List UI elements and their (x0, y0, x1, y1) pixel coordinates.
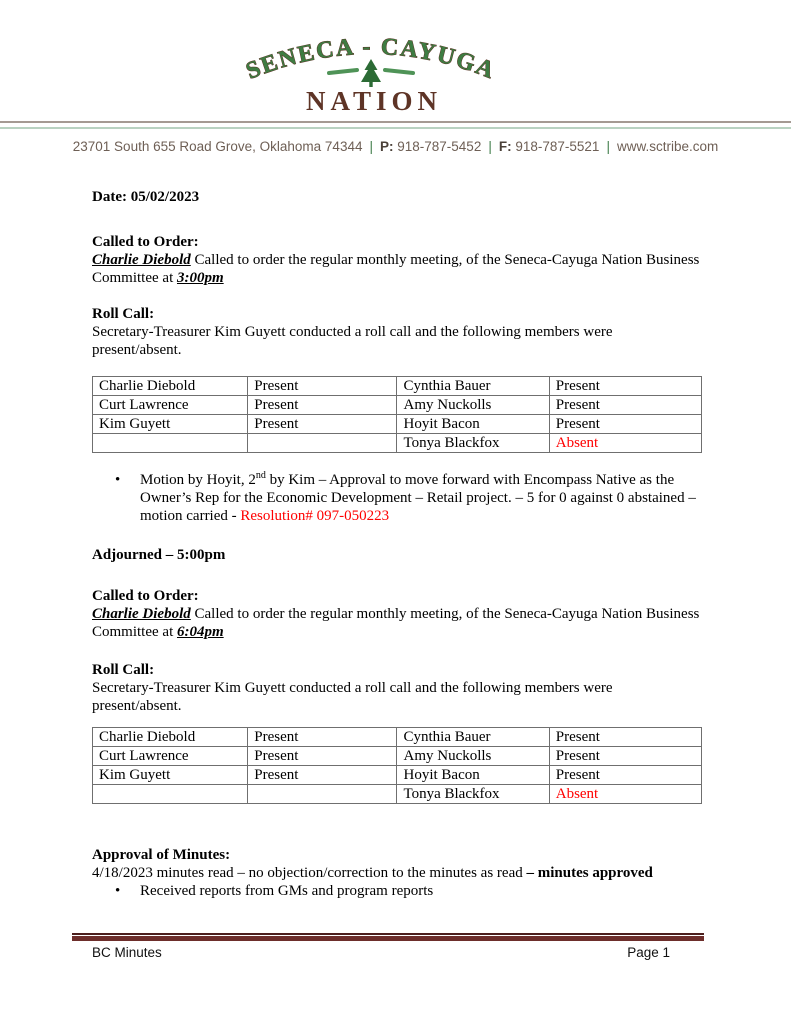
roll-call-table-2 (92, 727, 702, 804)
status-cell: Present (248, 415, 397, 434)
tribe-logo (231, 26, 511, 118)
approval-paragraph (92, 864, 704, 882)
status-cell: Present (248, 377, 397, 396)
separator-pipe: | (488, 139, 492, 154)
table-row (93, 415, 702, 434)
member-name-cell (93, 785, 248, 804)
date-line: Date: 05/02/2023 (92, 189, 200, 205)
roll-call-table-1 (92, 376, 702, 453)
status-cell: Present (549, 396, 701, 415)
motion-text-body: by Kim – Approval to move forward with Encompass Native as the Owner’s Rep for the Economic Development – Retail project. – 5 for 0 against 0 abstained – motion carried - (140, 472, 696, 524)
meeting-time: 3:00pm (176, 270, 224, 286)
logo-nation-text: NATION (305, 86, 443, 116)
table-row (93, 747, 702, 766)
table-row (93, 377, 702, 396)
status-cell: Present (549, 377, 701, 396)
status-cell-absent: Absent (549, 785, 701, 804)
tribe-logo-svg (231, 26, 511, 118)
status-cell: Present (549, 728, 701, 747)
status-cell: Present (248, 728, 397, 747)
called-to-order-paragraph-1 (92, 251, 704, 287)
reports-bullet-item (92, 882, 704, 900)
status-cell: Present (549, 415, 701, 434)
meeting-time: 6:04pm (176, 624, 224, 640)
presider-name: Charlie Diebold (92, 606, 191, 622)
table-row (93, 785, 702, 804)
logo-right-dash-icon (385, 70, 413, 73)
status-cell (248, 785, 397, 804)
member-name-cell: Cynthia Bauer (397, 728, 549, 747)
motion-bullet-item (92, 471, 704, 525)
roll-call-paragraph-2: Secretary-Treasurer Kim Guyett conducted a roll call and the following members were present/absent. (92, 680, 613, 714)
member-name-cell: Amy Nuckolls (397, 747, 549, 766)
contact-line (0, 139, 791, 154)
roll-call-paragraph-1: Secretary-Treasurer Kim Guyett conducted a roll call and the following members were present/absent. (92, 324, 613, 358)
called-body-text: Called to order the regular monthly meeting, of the Seneca-Cayuga Nation Business Committee at (92, 252, 700, 286)
called-body-text: Called to order the regular monthly meeting, of the Seneca-Cayuga Nation Business Committee at (92, 606, 700, 640)
bullet-icon: • (115, 472, 121, 488)
member-name-cell: Kim Guyett (93, 415, 248, 434)
called-to-order-paragraph-2 (92, 605, 704, 641)
pine-tree-icon (361, 59, 381, 87)
table-row (93, 396, 702, 415)
member-name-cell: Hoyit Bacon (397, 766, 549, 785)
phone-number: 918-787-5452 (397, 139, 482, 154)
status-cell (248, 434, 397, 453)
page-footer (72, 933, 704, 960)
resolution-number: Resolution# 097-050223 (240, 508, 390, 524)
called-to-order-heading-2: Called to Order: (92, 588, 199, 604)
member-name-cell: Amy Nuckolls (397, 396, 549, 415)
table-row (93, 766, 702, 785)
motion-text-pre: Motion by Hoyit, 2 (140, 472, 256, 488)
ordinal-superscript: nd (255, 470, 266, 481)
status-cell: Present (549, 766, 701, 785)
member-name-cell (93, 434, 248, 453)
approval-body-text: 4/18/2023 minutes read – no objection/correction to the minutes as read (92, 865, 527, 881)
reports-bullet-text: Received reports from GMs and program reports (140, 883, 434, 899)
member-name-cell: Cynthia Bauer (397, 377, 549, 396)
member-name-cell: Charlie Diebold (93, 728, 248, 747)
status-cell-absent: Absent (549, 434, 701, 453)
member-name-cell: Hoyit Bacon (397, 415, 549, 434)
footer-doc-title: BC Minutes (92, 945, 162, 960)
roll-call-heading-2: Roll Call: (92, 662, 155, 678)
minutes-approved-text: – minutes approved (526, 865, 653, 881)
table-row (93, 434, 702, 453)
status-cell: Present (248, 396, 397, 415)
logo-arc-text: SENECA - CAYUGA (242, 33, 500, 85)
approval-heading: Approval of Minutes: (92, 847, 231, 863)
adjourned-line: Adjourned – 5:00pm (92, 547, 226, 563)
member-name-cell: Kim Guyett (93, 766, 248, 785)
footer-rule-thin (72, 933, 704, 935)
footer-page-number: Page 1 (627, 945, 670, 960)
called-to-order-heading-1: Called to Order: (92, 234, 199, 250)
logo-left-dash-icon (329, 70, 357, 73)
member-name-cell: Tonya Blackfox (397, 785, 549, 804)
status-cell: Present (248, 747, 397, 766)
header-rule-green (0, 127, 791, 129)
member-name-cell: Curt Lawrence (93, 747, 248, 766)
member-name-cell: Curt Lawrence (93, 396, 248, 415)
presider-name: Charlie Diebold (92, 252, 191, 268)
table-row (93, 728, 702, 747)
bullet-icon: • (115, 883, 121, 899)
website-text: www.sctribe.com (616, 139, 719, 154)
fax-number: 918-787-5521 (515, 139, 600, 154)
roll-call-heading-1: Roll Call: (92, 306, 155, 322)
separator-pipe: | (606, 139, 610, 154)
member-name-cell: Tonya Blackfox (397, 434, 549, 453)
address-text: 23701 South 655 Road Grove, Oklahoma 74344 (72, 139, 363, 154)
header-rule-brown (0, 121, 791, 123)
status-cell: Present (549, 747, 701, 766)
fax-label: F: (498, 139, 512, 154)
separator-pipe: | (369, 139, 373, 154)
member-name-cell: Charlie Diebold (93, 377, 248, 396)
phone-label: P: (379, 139, 394, 154)
document-body (92, 188, 704, 900)
status-cell: Present (248, 766, 397, 785)
